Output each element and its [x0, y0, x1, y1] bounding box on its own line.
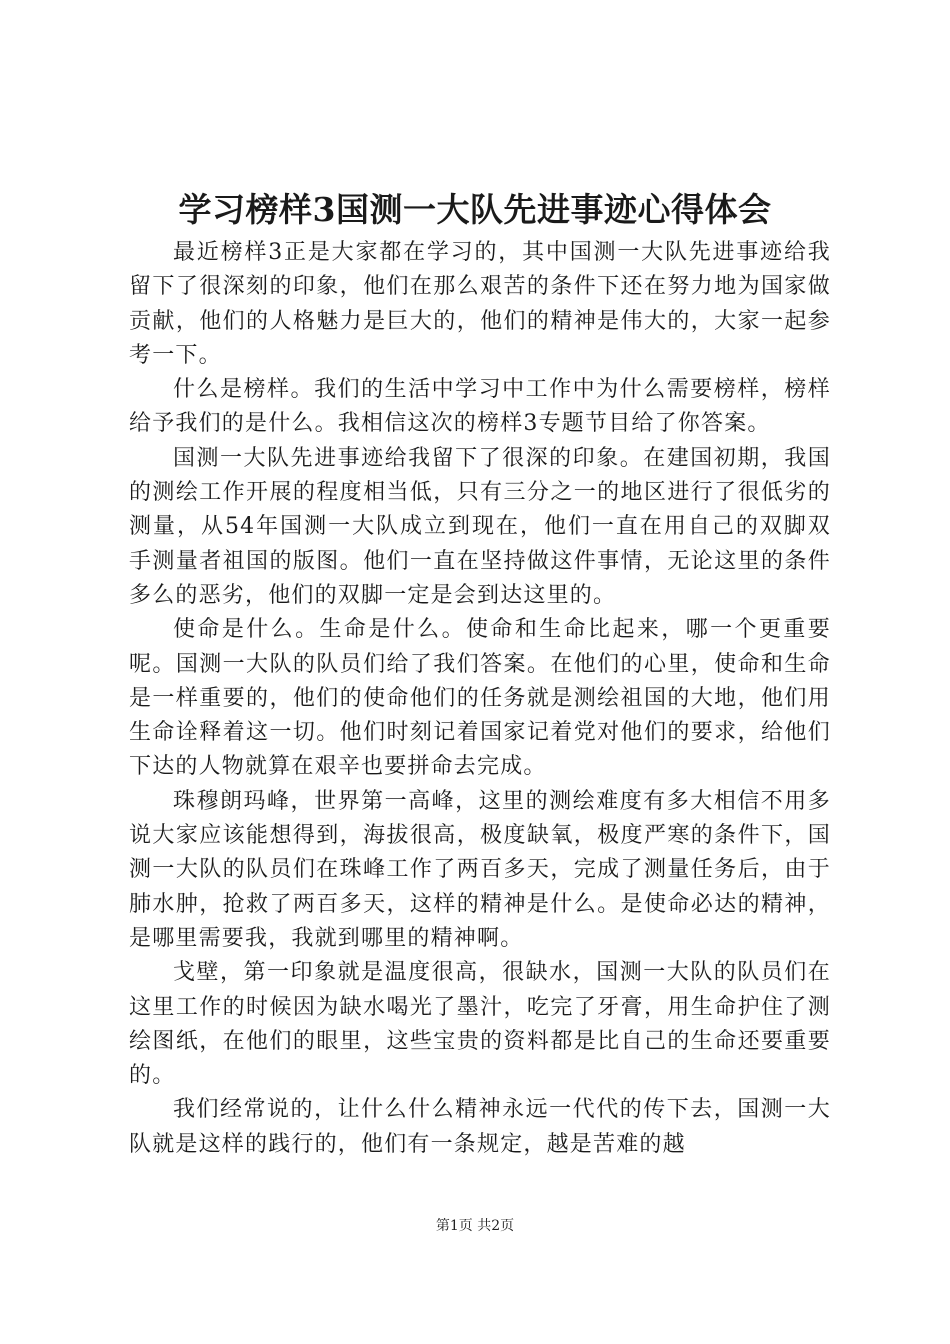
paragraph: 珠穆朗玛峰，世界第一高峰，这里的测绘难度有多大相信不用多说大家应该能想得到，海拔很高，极度缺氧，极度严寒的条件下，国测一大队的队员们在珠峰工作了两百多天，完成了测量任务后，由于肺水肿，抢救了两百多天，这样的精神是什么。是使命必达的精神，是哪里需要我，我就到哪里的精神啊。	[129, 788, 831, 951]
paragraph: 最近榜样3正是大家都在学习的，其中国测一大队先进事迹给我留下了很深刻的印象，他们在那么艰苦的条件下还在努力地为国家做贡献，他们的人格魅力是巨大的，他们的精神是伟大的，大家一起参考一下。	[129, 240, 831, 368]
paragraph: 国测一大队先进事迹给我留下了很深的印象。在建国初期，我国的测绘工作开展的程度相当低，只有三分之一的地区进行了很低劣的测量，从54年国测一大队成立到现在，他们一直在用自己的双脚双手测量者祖国的版图。他们一直在坚持做这件事情，无论这里的条件多么的恶劣，他们的双脚一定是会到达这里的。	[129, 445, 831, 608]
paragraph: 戈壁，第一印象就是温度很高，很缺水，国测一大队的队员们在这里工作的时候因为缺水喝光了墨汁，吃完了牙膏，用生命护住了测绘图纸，在他们的眼里，这些宝贵的资料都是比自己的生命还要重要的。	[129, 960, 831, 1089]
paragraph: 什么是榜样。我们的生活中学习中工作中为什么需要榜样，榜样给予我们的是什么。我相信这次的榜样3专题节目给了你答案。	[129, 377, 831, 437]
document-body	[129, 236, 831, 1162]
page-number-footer: 第1页 共2页	[435, 1218, 515, 1234]
paragraph: 我们经常说的，让什么什么精神永远一代代的传下去，国测一大队就是这样的践行的，他们有一条规定，越是苦难的越	[129, 1097, 831, 1157]
document-title: 学习榜样3国测一大队先进事迹心得体会	[178, 190, 772, 229]
paragraph: 使命是什么。生命是什么。使命和生命比起来，哪一个更重要呢。国测一大队的队员们给了我们答案。在他们的心里，使命和生命是一样重要的，他们的使命他们的任务就是测绘祖国的大地，他们用生命诠释着这一切。他们时刻记着国家记着党对他们的要求，给他们下达的人物就算在艰辛也要拼命去完成。	[129, 617, 831, 780]
